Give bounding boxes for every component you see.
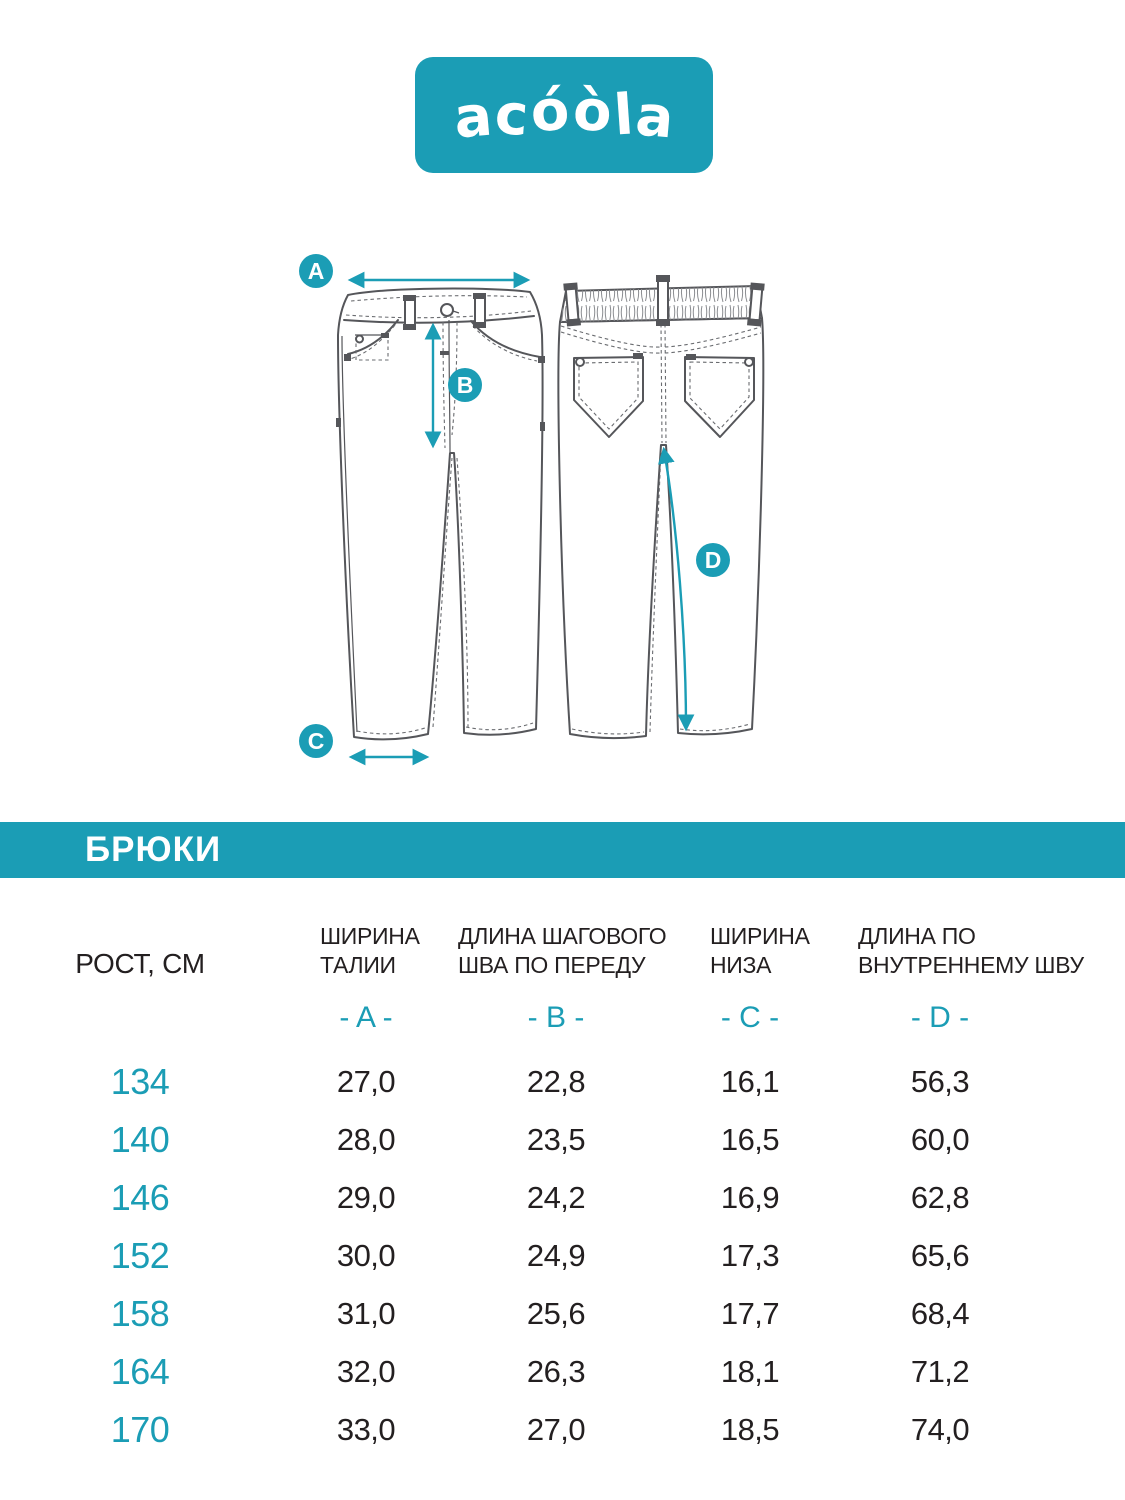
height-value: 170 <box>110 1409 170 1450</box>
inseam-value: 68,4 <box>910 1296 970 1331</box>
column-header-inseam <box>858 922 1084 980</box>
category-banner <box>0 822 1125 878</box>
logo-letter: ó <box>529 78 571 145</box>
marker-c-label: C <box>307 728 325 754</box>
front-rise-value: 22,8 <box>526 1064 586 1099</box>
inseam-value: 74,0 <box>910 1412 970 1447</box>
inseam-value: 60,0 <box>910 1122 970 1157</box>
pants-front-view <box>336 289 545 740</box>
logo-letter: l <box>611 82 636 149</box>
height-column-header: РОСТ, СМ <box>75 948 205 979</box>
table-row <box>0 1343 1125 1401</box>
pants-back-view <box>558 275 764 738</box>
hem-width-value: 18,1 <box>720 1354 780 1389</box>
column-header-hem-width <box>710 922 810 980</box>
front-rise-value: 27,0 <box>526 1412 586 1447</box>
header-line: ДЛИНА ШАГОВОГО <box>458 923 667 949</box>
header-line: ШВА ПО ПЕРЕДУ <box>458 952 646 978</box>
column-header-waist-width <box>320 922 420 980</box>
header-line: ТАЛИИ <box>320 952 396 978</box>
header-line: ШИРИНА <box>710 923 810 949</box>
marker-d-label: D <box>704 547 722 573</box>
hem-width-value: 17,7 <box>720 1296 780 1331</box>
height-value: 164 <box>110 1351 170 1392</box>
column-letter-a: - A - <box>339 1001 393 1034</box>
marker-b-label: B <box>456 372 474 398</box>
height-value: 152 <box>110 1235 170 1276</box>
waist-width-value: 30,0 <box>336 1238 396 1273</box>
header-line: ДЛИНА ПО <box>858 923 976 949</box>
waist-width-value: 27,0 <box>336 1064 396 1099</box>
rivet <box>356 336 363 343</box>
category-title: БРЮКИ <box>85 830 222 869</box>
waist-width-value: 32,0 <box>336 1354 396 1389</box>
waist-width-value: 31,0 <box>336 1296 396 1331</box>
height-value: 146 <box>110 1177 170 1218</box>
table-row <box>0 1111 1125 1169</box>
waist-width-value: 29,0 <box>336 1180 396 1215</box>
table-row <box>0 1169 1125 1227</box>
table-row <box>0 1227 1125 1285</box>
front-rise-value: 25,6 <box>526 1296 586 1331</box>
height-value: 158 <box>110 1293 170 1334</box>
header-line: ШИРИНА <box>320 923 420 949</box>
column-letter-c: - C - <box>720 1001 780 1034</box>
hem-width-value: 16,9 <box>720 1180 780 1215</box>
acoola-logo <box>415 57 713 173</box>
waist-width-value: 28,0 <box>336 1122 396 1157</box>
header-line: ВНУТРЕННЕМУ ШВУ <box>858 952 1084 978</box>
front-rise-value: 24,9 <box>526 1238 586 1273</box>
front-rise-value: 23,5 <box>526 1122 586 1157</box>
fly-bartack <box>440 351 449 355</box>
logo-letter: c <box>492 81 531 150</box>
column-header-front-rise <box>458 922 666 980</box>
front-rise-value: 26,3 <box>526 1354 586 1389</box>
column-letter-d: - D - <box>910 1001 970 1034</box>
marker-a-label: A <box>307 258 325 284</box>
pants-measurement-diagram <box>0 240 1125 822</box>
column-letter-b: - B - <box>527 1001 585 1034</box>
hem-width-value: 16,1 <box>720 1064 780 1099</box>
logo-letter: a <box>633 83 677 152</box>
hem-width-value: 16,5 <box>720 1122 780 1157</box>
table-row <box>0 1285 1125 1343</box>
hem-width-value: 18,5 <box>720 1412 780 1447</box>
waist-width-value: 33,0 <box>336 1412 396 1447</box>
logo-letter: ò <box>571 78 613 145</box>
table-row <box>0 1401 1125 1459</box>
table-row <box>0 1053 1125 1111</box>
inseam-value: 65,6 <box>910 1238 970 1273</box>
header-line: НИЗА <box>710 952 772 978</box>
inseam-value: 56,3 <box>910 1064 970 1099</box>
hem-width-value: 17,3 <box>720 1238 780 1273</box>
inseam-value: 71,2 <box>910 1354 970 1389</box>
waist-button <box>441 304 453 316</box>
logo-letter: a <box>451 83 495 152</box>
front-rise-value: 24,2 <box>526 1180 586 1215</box>
inseam-value: 62,8 <box>910 1180 970 1215</box>
height-value: 134 <box>110 1061 170 1102</box>
height-value: 140 <box>110 1119 170 1160</box>
